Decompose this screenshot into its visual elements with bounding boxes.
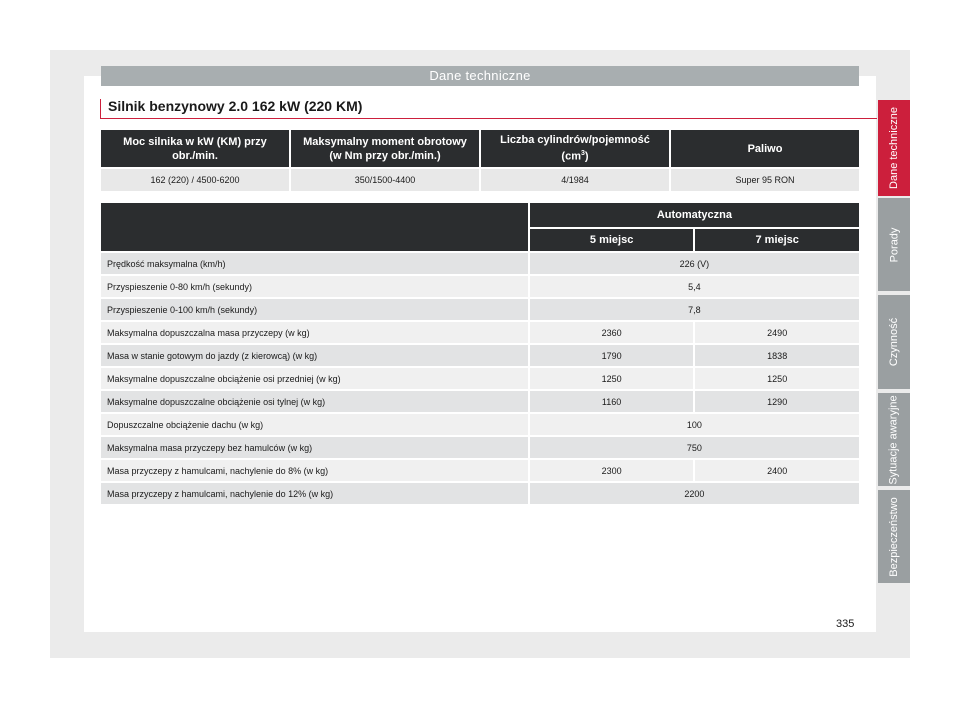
header-line: (w Nm przy obr./min.) bbox=[329, 149, 441, 162]
spec-sub-header-5: 5 miejsc bbox=[530, 229, 694, 251]
engine-torque-value: 350/1500-4400 bbox=[291, 169, 479, 191]
title-underline bbox=[101, 118, 877, 119]
tab-porady[interactable] bbox=[878, 198, 910, 291]
row-value-7: 1250 bbox=[695, 368, 859, 389]
tab-label: Bezpieczeństwo bbox=[888, 496, 900, 577]
spec-table bbox=[99, 201, 861, 506]
tab-bezpieczenstwo[interactable] bbox=[878, 490, 910, 583]
spec-sub-header-7: 7 miejsc bbox=[695, 229, 859, 251]
table-row bbox=[101, 460, 859, 481]
header-line: obr./min. bbox=[172, 149, 218, 162]
row-value-7: 2490 bbox=[695, 322, 859, 343]
row-value-7: 1290 bbox=[695, 391, 859, 412]
row-label: Maksymalna dopuszczalna masa przyczepy (w kg) bbox=[101, 322, 528, 343]
spec-header-empty bbox=[101, 203, 528, 251]
table-row bbox=[101, 299, 859, 320]
table-row bbox=[101, 391, 859, 412]
table-row bbox=[101, 345, 859, 366]
row-label: Maksymalna masa przyczepy bez hamulców (w kg) bbox=[101, 437, 528, 458]
row-value: 226 (V) bbox=[530, 253, 859, 274]
row-value-7: 2400 bbox=[695, 460, 859, 481]
engine-header-cylinders bbox=[481, 130, 669, 167]
table-row bbox=[101, 253, 859, 274]
row-label: Masa w stanie gotowym do jazdy (z kierowcą) (w kg) bbox=[101, 345, 528, 366]
header-line: Moc silnika w kW (KM) przy bbox=[123, 135, 267, 148]
tab-label: Dane techniczne bbox=[888, 107, 901, 189]
spec-group-header: Automatyczna bbox=[530, 203, 859, 227]
table-row bbox=[101, 414, 859, 435]
table-row bbox=[101, 437, 859, 458]
row-label: Masa przyczepy z hamulcami, nachylenie do 8% (w kg) bbox=[101, 460, 528, 481]
header-line: (cm bbox=[561, 150, 581, 163]
row-value-7: 1838 bbox=[695, 345, 859, 366]
engine-table-row bbox=[101, 169, 859, 191]
row-label: Prędkość maksymalna (km/h) bbox=[101, 253, 528, 274]
header-line: Maksymalny moment obrotowy bbox=[303, 135, 467, 148]
table-row bbox=[101, 322, 859, 343]
title-accent-line bbox=[100, 99, 101, 119]
tab-label: Porady bbox=[888, 227, 901, 262]
tab-label: Czynność bbox=[888, 317, 901, 367]
header-line: ) bbox=[584, 150, 589, 163]
row-value: 100 bbox=[530, 414, 859, 435]
row-label: Przyspieszenie 0-80 km/h (sekundy) bbox=[101, 276, 528, 297]
section-title: Silnik benzynowy 2.0 162 kW (220 KM) bbox=[108, 98, 363, 114]
engine-table-header-row bbox=[101, 130, 859, 167]
table-row bbox=[101, 276, 859, 297]
page-number: 335 bbox=[836, 618, 855, 630]
row-value: 7,8 bbox=[530, 299, 859, 320]
engine-fuel-value: Super 95 RON bbox=[671, 169, 859, 191]
header-line: Liczba cylindrów/pojemność bbox=[500, 134, 650, 147]
table-row bbox=[101, 483, 859, 504]
row-value-5: 1250 bbox=[530, 368, 694, 389]
row-label: Maksymalne dopuszczalne obciążenie osi przedniej (w kg) bbox=[101, 368, 528, 389]
row-value-5: 1790 bbox=[530, 345, 694, 366]
row-value-5: 2360 bbox=[530, 322, 694, 343]
row-label: Masa przyczepy z hamulcami, nachylenie do 12% (w kg) bbox=[101, 483, 528, 504]
tab-dane-techniczne[interactable] bbox=[878, 100, 910, 196]
superscript: 3 bbox=[580, 150, 585, 158]
engine-cylinders-value: 4/1984 bbox=[481, 169, 669, 191]
table-row bbox=[101, 368, 859, 389]
engine-table bbox=[99, 128, 861, 193]
row-value: 5,4 bbox=[530, 276, 859, 297]
row-value-5: 1160 bbox=[530, 391, 694, 412]
tab-sytuacje-awaryjne[interactable] bbox=[878, 393, 910, 486]
chapter-header: Dane techniczne bbox=[101, 66, 859, 86]
row-value: 750 bbox=[530, 437, 859, 458]
tab-label: Sytuacje awaryjne bbox=[888, 394, 900, 485]
header-line: Paliwo bbox=[747, 142, 783, 155]
row-value-5: 2300 bbox=[530, 460, 694, 481]
tab-czynnosc[interactable] bbox=[878, 295, 910, 389]
row-label: Maksymalne dopuszczalne obciążenie osi tylnej (w kg) bbox=[101, 391, 528, 412]
row-label: Przyspieszenie 0-100 km/h (sekundy) bbox=[101, 299, 528, 320]
engine-power-value: 162 (220) / 4500-6200 bbox=[101, 169, 289, 191]
row-label: Dopuszczalne obciążenie dachu (w kg) bbox=[101, 414, 528, 435]
row-value: 2200 bbox=[530, 483, 859, 504]
engine-header-fuel bbox=[671, 130, 859, 167]
engine-header-power bbox=[101, 130, 289, 167]
spec-group-header-row bbox=[101, 203, 859, 227]
engine-header-torque bbox=[291, 130, 479, 167]
